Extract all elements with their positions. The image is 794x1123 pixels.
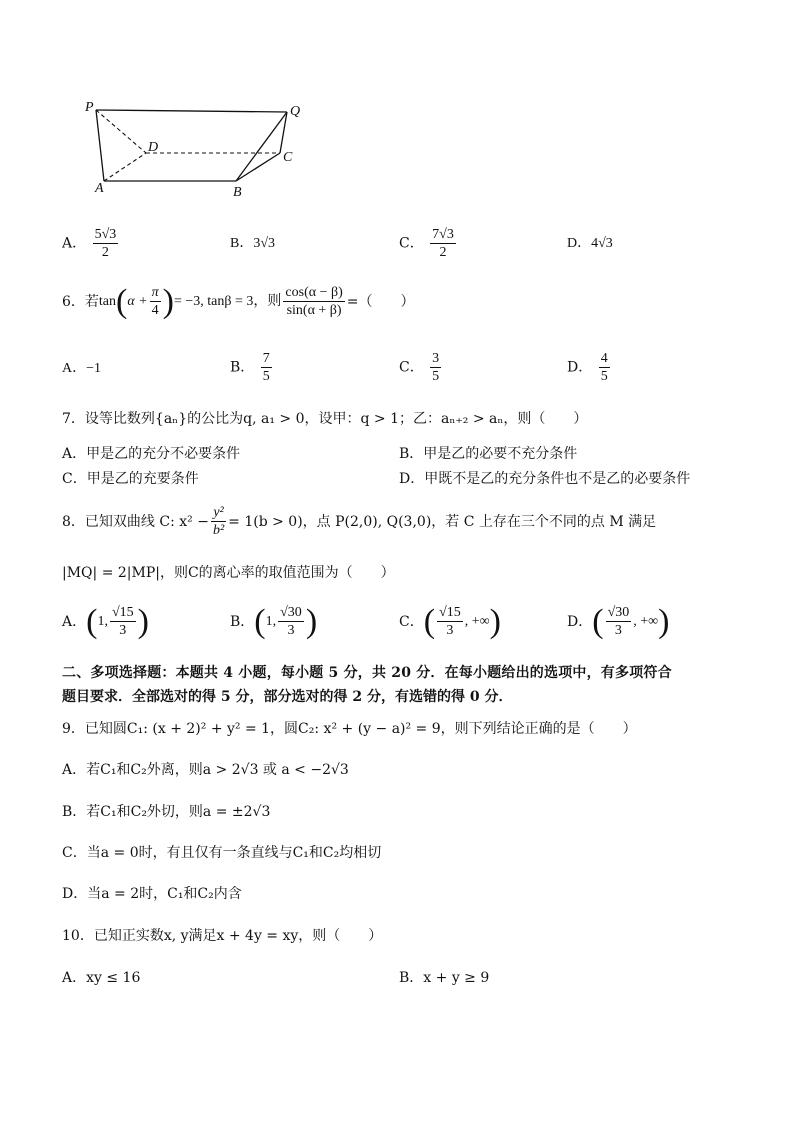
- q8-line2: |MQ| = 2|MP|，则C的离心率的取值范围为（ ）: [62, 565, 395, 581]
- edge-qc: [280, 112, 287, 153]
- fraction: [606, 604, 632, 639]
- section-2-heading-line2: 题目要求．全部选对的得 5 分，部分选对的得 2 分，有选错的得 0 分．: [62, 689, 513, 705]
- interval-left: 1,: [265, 613, 277, 629]
- q8-option-a: [62, 604, 149, 639]
- q8-stem-a: 8．已知双曲线 C: x² −: [62, 513, 209, 530]
- option-letter: C．: [399, 359, 424, 376]
- option-text: 3√3: [253, 236, 276, 251]
- q7-option-d: D．甲既不是乙的充分条件也不是乙的必要条件: [399, 471, 691, 487]
- option-letter: D．: [567, 613, 593, 630]
- q9-option-a: A．若C₁和C₂外离，则a > 2√3 或 a < −2√3: [62, 762, 349, 778]
- q6-prefix: 6．若: [62, 293, 99, 310]
- paren-open: (: [254, 602, 266, 640]
- numerator: y²: [213, 505, 224, 520]
- fraction: [430, 350, 441, 385]
- q6-option-a: [62, 360, 101, 378]
- pi-over-four: [150, 284, 161, 319]
- q8-option-c: [399, 604, 501, 639]
- paren-close: ): [305, 602, 318, 640]
- option-letter: C．: [399, 235, 424, 252]
- option-letter: A．: [62, 361, 87, 376]
- q9-option-c: C．当a = 0时，有且仅有一条直线与C₁和C₂均相切: [62, 845, 382, 861]
- section-2-heading-line1: 二、多项选择题：本题共 4 小题，每小题 5 分，共 20 分．在每小题给出的选项中，有多项符合: [62, 665, 672, 681]
- edge-pd: [96, 110, 146, 153]
- option-letter: D．: [567, 359, 593, 376]
- label-d: D: [148, 140, 159, 155]
- option-letter: D．: [567, 236, 592, 251]
- q10-stem: 10．已知正实数x, y满足x + 4y = xy，则（ ）: [62, 928, 383, 944]
- label-p: P: [85, 100, 94, 115]
- denominator: b²: [212, 523, 225, 538]
- q8-option-d: [567, 604, 669, 639]
- edge-bc: [236, 153, 280, 181]
- edge-qb: [236, 112, 287, 181]
- q5-option-d: [567, 235, 613, 253]
- numerator: √15: [439, 605, 461, 620]
- denominator: 3: [287, 623, 295, 638]
- q5-option-b: [230, 235, 275, 253]
- q7-option-c: C．甲是乙的充要条件: [62, 471, 199, 487]
- paren-close: ): [162, 282, 174, 320]
- denominator: 2: [439, 245, 447, 260]
- numerator: cos(α − β): [285, 285, 343, 300]
- denominator: 5: [432, 369, 440, 384]
- numerator: 4: [600, 351, 608, 366]
- y2-over-b2: [211, 504, 226, 539]
- q9-stem: 9．已知圆C₁: (x + 2)² + y² = 1，圆C₂: x² + (y − a)² = 9，则下列结论正确的是（ ）: [62, 721, 637, 737]
- q7-option-a: A．甲是乙的充分不必要条件: [62, 446, 241, 462]
- denominator: 3: [119, 623, 127, 638]
- paren-open: (: [423, 602, 436, 640]
- option-letter: C．: [399, 613, 424, 630]
- numerator: 5√3: [94, 227, 117, 242]
- paren-close: ): [489, 602, 501, 640]
- fraction: [437, 604, 463, 639]
- numerator: 7√3: [432, 227, 454, 242]
- denominator: 5: [262, 369, 270, 384]
- q8-stem: [62, 504, 656, 539]
- fraction: [110, 604, 136, 639]
- cos-sin-fraction: [283, 284, 344, 319]
- paren-open: (: [592, 602, 604, 640]
- fraction: [599, 350, 610, 385]
- option-letter: B．: [230, 359, 255, 376]
- fraction: [430, 226, 456, 261]
- q7-option-b: B．甲是乙的必要不充分条件: [399, 446, 578, 462]
- option-text: −1: [86, 361, 102, 376]
- label-b: B: [233, 185, 242, 200]
- numerator: 3: [432, 351, 440, 366]
- option-letter: A．: [62, 235, 87, 252]
- denominator: 3: [614, 623, 622, 638]
- denominator: 5: [600, 369, 608, 384]
- paren-close: ): [658, 602, 670, 640]
- q9-option-d: D．当a = 2时，C₁和C₂内含: [62, 886, 242, 902]
- paren-open: (: [86, 602, 98, 640]
- option-letter: B．: [230, 613, 255, 630]
- q6-suffix: =（ ）: [346, 293, 415, 310]
- interval-right: , +∞: [464, 613, 490, 629]
- option-text: 4√3: [591, 236, 613, 251]
- edge-pq: [96, 110, 287, 112]
- q6-option-b: [230, 350, 274, 385]
- q6-middle: = −3, tanβ = 3，则: [174, 293, 282, 309]
- q10-option-a: A．xy ≤ 16: [62, 970, 141, 986]
- geometry-figure: [84, 96, 314, 206]
- fraction: [261, 350, 272, 385]
- fraction: [93, 226, 119, 261]
- fraction: [278, 604, 304, 639]
- numerator: √15: [111, 605, 134, 620]
- q10-option-b: B．x + y ≥ 9: [399, 970, 490, 986]
- alpha-plus: α +: [127, 293, 148, 309]
- option-letter: A．: [62, 613, 87, 630]
- label-a: A: [95, 181, 104, 196]
- edge-ad: [104, 153, 146, 181]
- q7-stem: 7．设等比数列{aₙ}的公比为q, a₁ > 0，设甲：q > 1；乙：aₙ₊₂ > aₙ，则（ ）: [62, 411, 588, 427]
- denominator: 2: [101, 245, 109, 260]
- q8-option-b: [230, 604, 317, 639]
- q5-option-c: [399, 226, 458, 261]
- option-letter: B．: [230, 236, 254, 251]
- q8-stem-b: = 1(b > 0)，点 P(2,0), Q(3,0)，若 C 上存在三个不同的点 M 满足: [228, 513, 657, 530]
- q9-option-b: B．若C₁和C₂外切，则a = ±2√3: [62, 804, 271, 820]
- q5-option-a: [62, 226, 120, 261]
- numerator: π: [151, 285, 159, 300]
- tan-label: tan: [98, 293, 117, 309]
- edge-pa: [96, 110, 104, 181]
- denominator: 3: [446, 623, 454, 638]
- q6-option-c: [399, 350, 443, 385]
- paren-open: (: [116, 282, 128, 320]
- paren-close: ): [137, 602, 149, 640]
- numerator: 7: [262, 351, 270, 366]
- q6-stem: [62, 284, 415, 319]
- label-q: Q: [290, 104, 301, 119]
- numerator: √30: [280, 605, 302, 620]
- numerator: √30: [607, 605, 630, 620]
- q6-option-d: [567, 350, 612, 385]
- denominator: 4: [151, 303, 159, 318]
- label-c: C: [283, 150, 293, 165]
- interval-right: , +∞: [633, 613, 659, 629]
- interval-left: 1,: [97, 613, 108, 629]
- denominator: sin(α + β): [286, 303, 342, 318]
